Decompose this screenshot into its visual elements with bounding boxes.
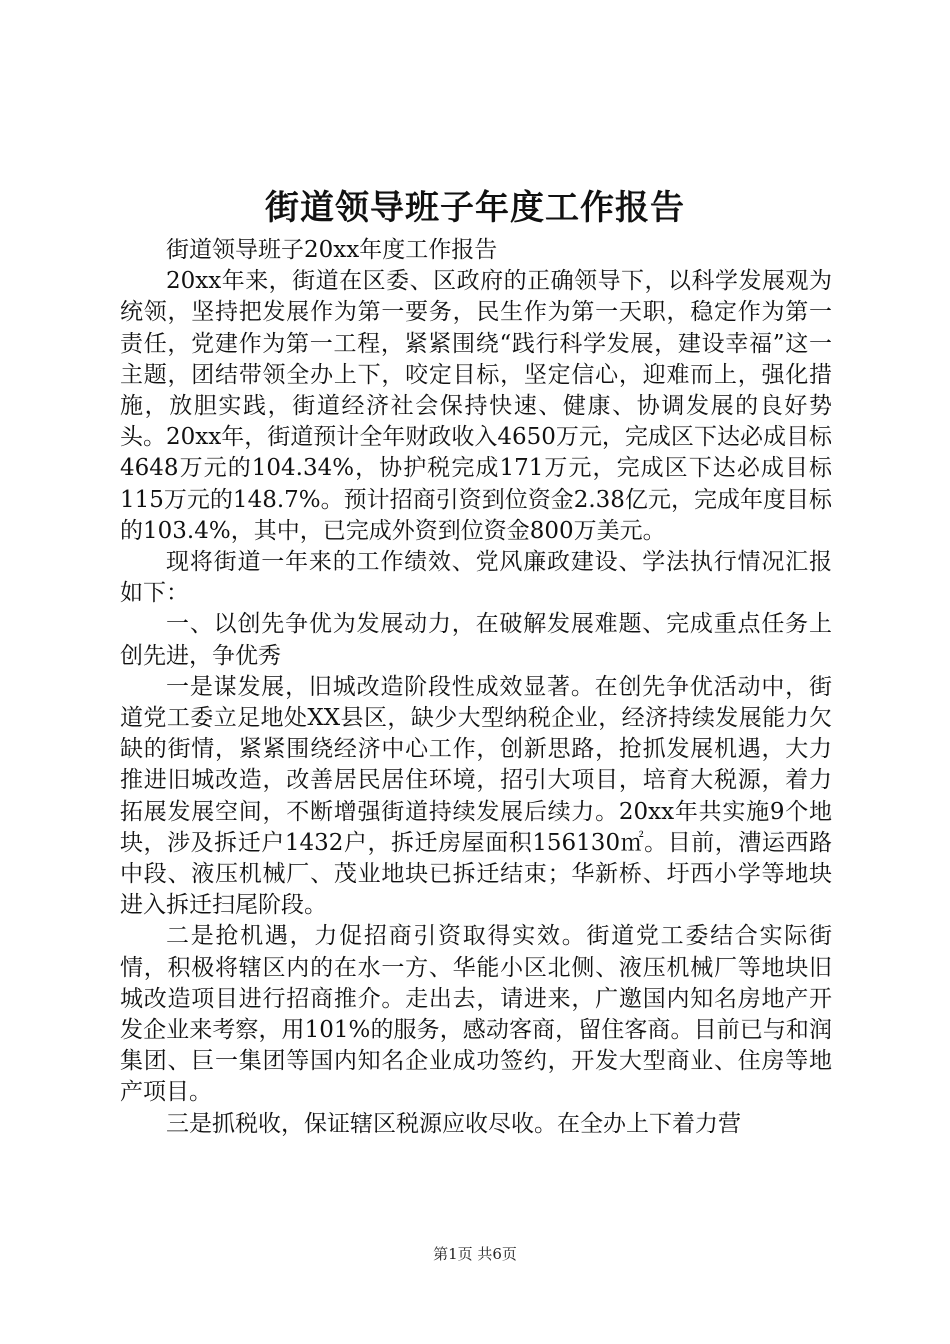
- section-heading-1: 一、以创先争优为发展动力，在破解发展难题、完成重点任务上创先进，争优秀: [120, 611, 832, 669]
- paragraph-point-3: 三是抓税收，保证辖区税源应收尽收。在全办上下着力营: [166, 1110, 741, 1137]
- paragraph-overview: 20xx年来，街道在区委、区政府的正确领导下，以科学发展观为统领，坚持把发展作为第一要务，民生作为第一天职，稳定作为第一责任，党建作为第一工程，紧紧围绕“践行科学发展，建设幸福”这一主题，团结带领全办上下，咬定目标，坚定信心，迎难而上，强化措施，放胆实践，街道经济社会保持快速、健康、协调发展的良好势头。20xx年，街道预计全年财政收入4650万元，完成区下达必成目标4648万元的104.34%，协护税完成171万元，完成区下达必成目标115万元的148.7%。预计招商引资到位资金2.38亿元，完成年度目标的103.4%，其中，已完成外资到位资金800万美元。: [120, 268, 832, 544]
- document-title: 街道领导班子年度工作报告: [265, 188, 685, 228]
- paragraph-point-1: 一是谋发展，旧城改造阶段性成效显著。在创先争优活动中，街道党工委立足地处XX县区，缺少大型纳税企业，经济持续发展能力欠缺的街情，紧紧围绕经济中心工作，创新思路，抢抓发展机遇，大力推进旧城改造，改善居民居住环境，招引大项目，培育大税源，着力拓展发展空间，不断增强街道持续发展后续力。20xx年共实施9个地块，涉及拆迁户1432户，拆迁房屋面积156130㎡。目前，漕运西路中段、液压机械厂、茂业地块已拆迁结束；华新桥、圩西小学等地块进入拆迁扫尾阶段。: [120, 673, 832, 919]
- paragraph-subtitle: 街道领导班子20xx年度工作报告: [166, 237, 498, 263]
- paragraph-intro: 现将街道一年来的工作绩效、党风廉政建设、学法执行情况汇报如下：: [120, 549, 832, 607]
- paragraph-point-2: 二是抢机遇，力促招商引资取得实效。街道党工委结合实际街情，积极将辖区内的在水一方、华能小区北侧、液压机械厂等地块旧城改造项目进行招商推介。走出去，请进来，广邀国内知名房地产开发企业来考察，用101%的服务，感动客商，留住客商。目前已与和润集团、巨一集团等国内知名企业成功签约，开发大型商业、住房等地产项目。: [120, 923, 832, 1106]
- document-body: [120, 235, 832, 1140]
- page-footer: 第1页 共6页: [433, 1245, 517, 1263]
